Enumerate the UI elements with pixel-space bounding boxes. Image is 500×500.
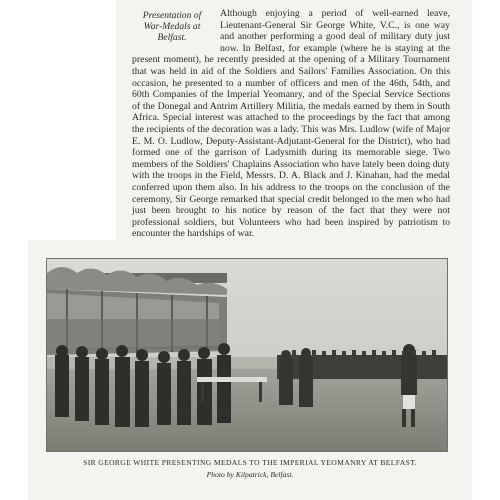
page-margin-cutout xyxy=(0,0,116,240)
photo-illustration xyxy=(47,259,447,451)
margin-note-line-1: Presentation of xyxy=(142,10,202,21)
margin-note-line-2: War-Medals at xyxy=(143,21,201,32)
photo-caption: SIR GEORGE WHITE PRESENTING MEDALS TO THE IMPERIAL YEOMANRY AT BELFAST. xyxy=(83,458,417,467)
photo-credit: Photo by Kilpatrick, Belfast. xyxy=(206,470,294,479)
margin-note-line-3: Belfast. xyxy=(157,32,187,43)
margin-note-space xyxy=(132,8,220,44)
article-text: Although enjoying a period of well-earned leave, Lieutenant-General Sir George White, V.C., is one way and another performing a good deal of military duty just now. In Belfast, for example (where he is staying at the present moment), he recently presided at the opening of a Military Tournament that was held in aid of the Soldiers and Sailors' Families Association. On this occasion, he presented to a number of officers and men of the 46th, 54th, and 60th Companies of the Imperial Yeomanry, and of the Special Service Sections of the Donegal and Antrim Artillery Militia, the medals earned by them in South Africa. Special interest was attached to the proceedings by the fact that among the recipients of the decoration was a lady. This was Mrs. Ludlow (wife of Major E. M. O. Ludlow, Deputy-Assistant-Adjutant-General for the District), who had formed one of the garrison of Ladysmith during its memorable siege. Two members of the Soldiers' Chaplains Association who have lately been doing duty with the troops in the Field, Messrs. D. A. Black and J. Kinahan, had the medal conferred upon them also. In his address to the troops on the conclusion of the ceremony, Sir George remarked that special credit belonged to the men who had just been brought to his notice by reason of the fact that they were not professional soldiers, but Volunteers who had been inspired by patriotism to encounter the hardships of war. xyxy=(132,8,450,240)
officers-group xyxy=(55,343,231,427)
medal-table xyxy=(197,377,267,382)
article-body xyxy=(132,8,450,240)
grandstand xyxy=(47,267,227,355)
photograph xyxy=(46,258,448,452)
